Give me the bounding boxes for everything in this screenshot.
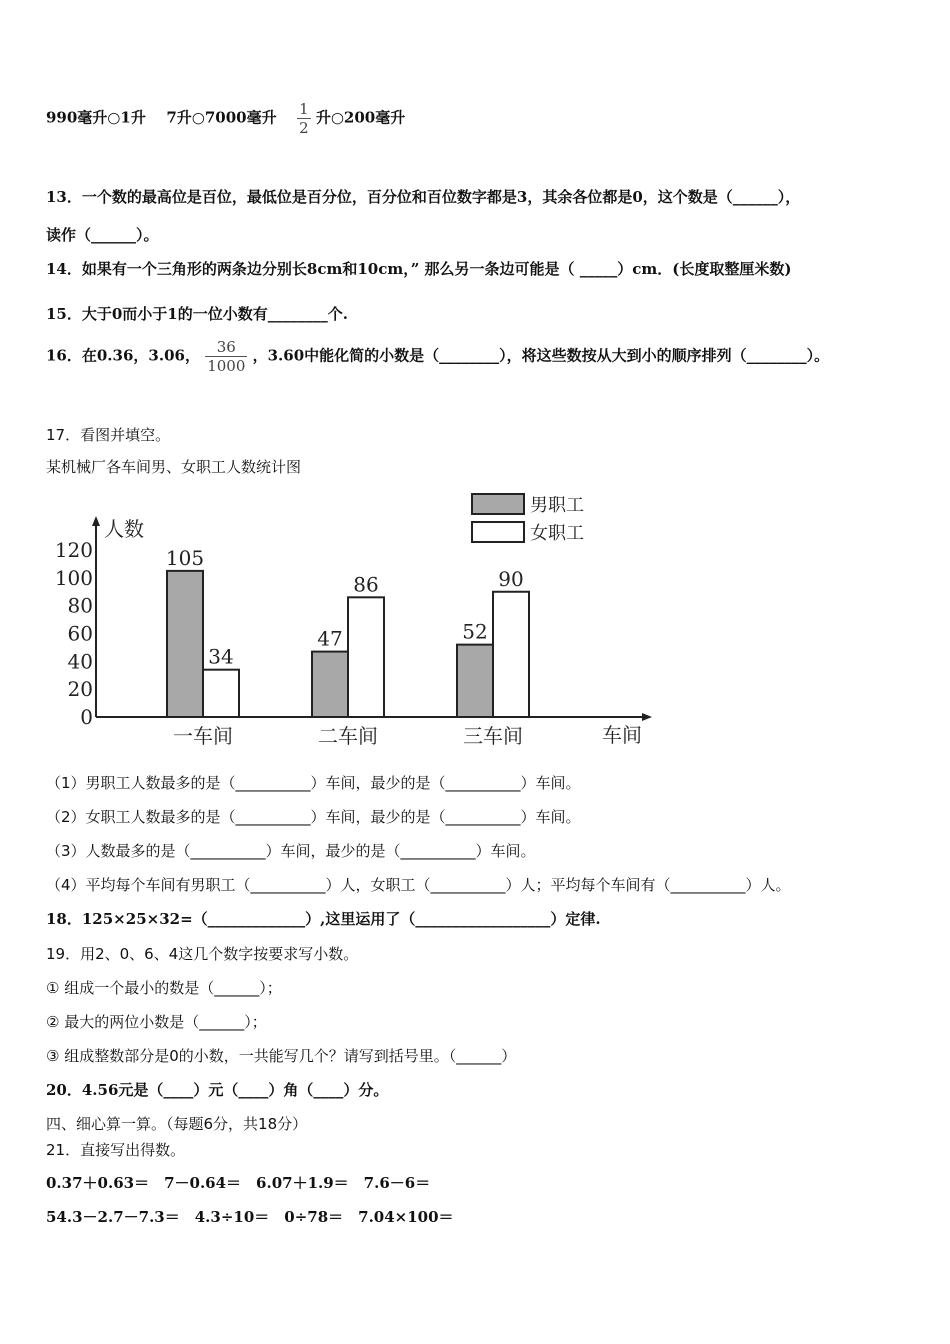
q19-item-3: ③ 组成整数部分是0的小数，一共能写几个？请写到括号里。（______） [46,1047,517,1065]
legend-swatch-female [472,522,524,542]
q17-sub-4: （4）平均每个车间有男职工（__________）人，女职工（__________）人；平均每个车间有（__________）人。 [46,876,791,894]
y-tick-label: 0 [80,705,93,729]
chart-layer [55,494,652,748]
x-axis-arrow [642,713,652,721]
q16-line [46,338,829,375]
bar-chart [46,486,666,756]
legend-swatch-male [472,494,524,514]
bar-value-label: 52 [462,619,488,644]
section-4-heading: 四、细心算一算。（每题6分，共18分） [46,1115,308,1133]
q13-line1: 13．一个数的最高位是百位，最低位是百分位，百分位和百位数字都是3，其余各位都是0，这个数是（______）， [46,188,801,206]
q12-part2: 7升○7000毫升 [166,108,277,127]
q12-part1: 990毫升○1升 [46,108,146,127]
q19-item-1: ① 组成一个最小的数是（______）； [46,979,282,997]
q21-label: 21．直接写出得数。 [46,1141,186,1159]
y-axis-label: 人数 [104,517,144,541]
chart-title: 某机械厂各车间男、女职工人数统计图 [46,458,302,476]
q16-prefix: 16．在0.36，3.06， [46,346,200,365]
y-tick-label: 120 [54,538,93,562]
y-tick-label: 100 [54,565,93,590]
q17-sub-2: （2）女职工人数最多的是（__________）车间，最少的是（__________）车间。 [46,808,581,826]
bar-value-label: 105 [165,545,205,570]
q15-line: 15．大于0而小于1的一位小数有________个. [46,305,348,323]
q20-line: 20．4.56元是（____）元（____）角（____）分。 [46,1081,389,1099]
bar-value-label: 47 [317,626,343,651]
q16-fraction [205,338,247,375]
y-tick-label: 40 [67,649,93,674]
bar-value-label: 90 [498,566,524,591]
bar-value-label: 86 [353,572,379,597]
q12-frac-den: 2 [299,119,309,137]
q16-suffix: ，3.60中能化简的小数是（________），将这些数按从大到小的顺序排列（________）。 [252,346,830,365]
x-axis-label: 车间 [602,723,642,747]
category-label: 一车间 [173,724,233,748]
q12-frac-num: 1 [299,100,309,118]
bar-value-label: 34 [208,644,234,669]
category-label: 二车间 [318,724,378,748]
bar-female [203,670,239,717]
q18-line: 18．125×25×32=（_____________）,这里运用了（__________________）定律. [46,910,601,928]
category-label: 三车间 [463,724,523,748]
q16-frac-den: 1000 [207,357,246,375]
y-tick-label: 20 [67,677,93,702]
q19-item-2: ② 最大的两位小数是（______）； [46,1013,267,1031]
bar-male [457,645,493,717]
q14-line: 14．如果有一个三角形的两条边分别长8cm和10cm，” 那么另一条边可能是（ _____）cm．(长度取整厘米数) [46,260,792,278]
bar-female [493,592,529,717]
y-tick-label: 80 [67,593,93,618]
y-tick-label: 60 [67,621,93,646]
bar-male [167,571,203,717]
legend-label: 男职工 [530,495,584,516]
q17-sub-3: （3）人数最多的是（__________）车间，最少的是（__________）车间。 [46,842,536,860]
q12-line [46,100,405,137]
bar-female [348,597,384,717]
q21-row-1: 0.37＋0.63＝ 7－0.64＝ 6.07＋1.9＝ 7.6－6＝ [46,1174,431,1192]
q13-line2: 读作（______）。 [46,226,159,244]
legend-label: 女职工 [530,523,584,544]
q19-label: 19．用2、0、6、4这几个数字按要求写小数。 [46,945,359,963]
bar-male [312,652,348,717]
y-axis-arrow [92,516,100,526]
q12-fraction [297,100,311,137]
q16-frac-num: 36 [216,338,236,356]
q21-row-2: 54.3－2.7－7.3＝ 4.3÷10＝ 0÷78＝ 7.04×100＝ [46,1208,454,1226]
q17-sub-1: （1）男职工人数最多的是（__________）车间，最少的是（__________）车间。 [46,774,581,792]
q12-part3: 升○200毫升 [315,108,406,127]
q17-label: 17．看图并填空。 [46,426,171,444]
